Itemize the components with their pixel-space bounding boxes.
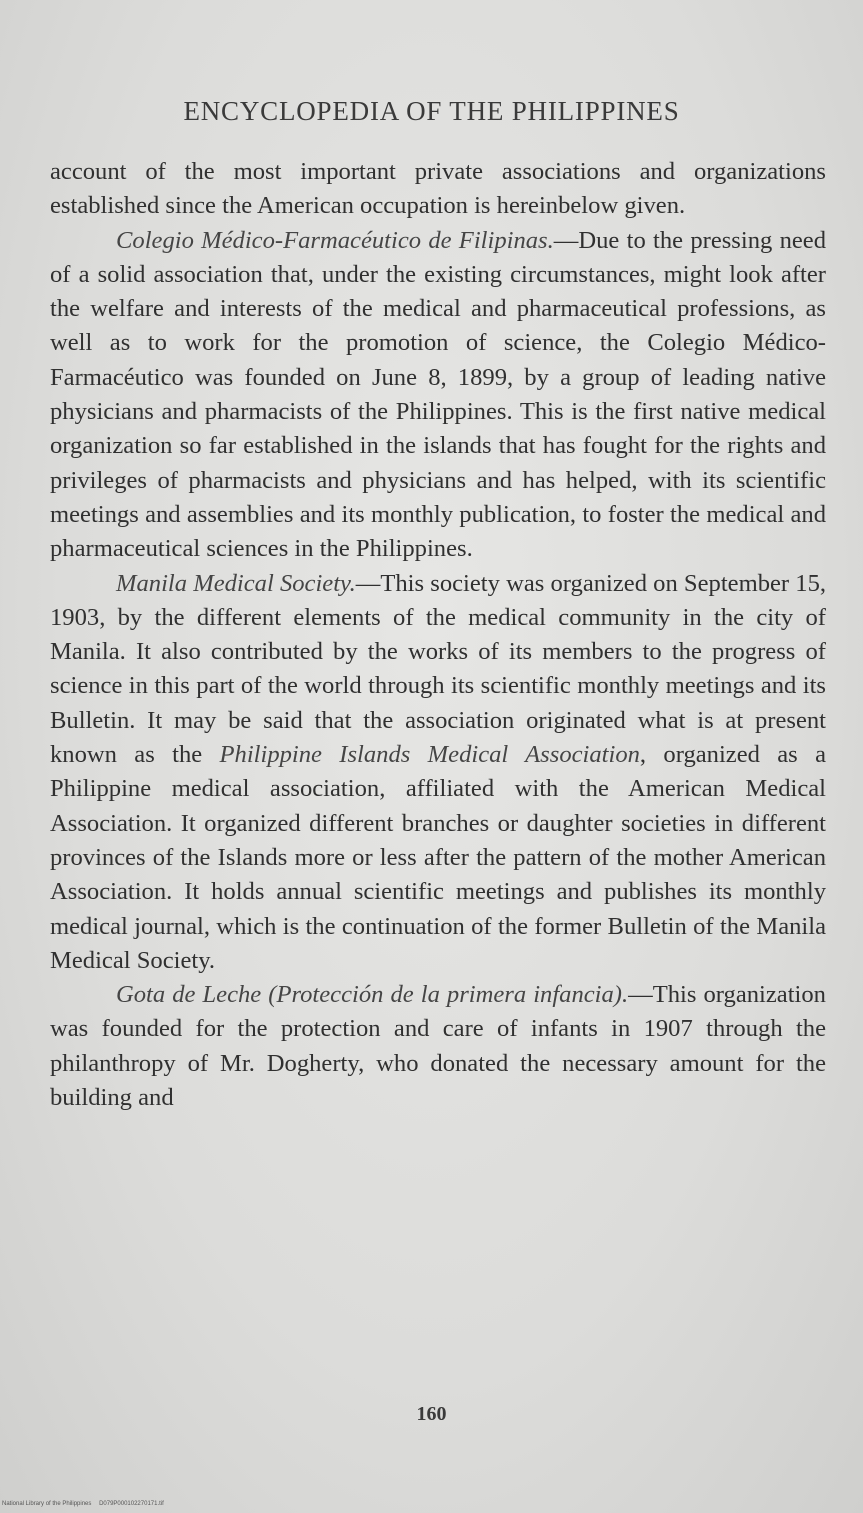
- scan-footer: [2, 1501, 164, 1507]
- section-title-manila-medical: Manila Medical Society.: [116, 569, 356, 597]
- paragraph-manila-medical-text-a: —This society was organized on September 15, 1903, by the different elements of the medical community in the city of Manila. It also contributed by the works of its members to the progress of science in this part of the world through its scientific monthly meetings and its Bulletin. It may be said that the association originated what is at present known as the: [50, 569, 827, 769]
- paragraph-colegio: [50, 224, 826, 567]
- section-title-colegio: Colegio Médico-Farmacéutico de Filipinas.: [116, 226, 554, 254]
- footer-id: D079P000102270171.tif: [99, 1501, 164, 1507]
- paragraph-intro: account of the most important private associations and organizations established since the American occupation is hereinbelow given.: [50, 158, 826, 220]
- paragraph-manila-medical: [50, 567, 826, 979]
- italic-association-name: Philippine Islands Medical Association: [219, 741, 640, 769]
- page-number: 160: [416, 1403, 447, 1425]
- paragraph-gota-de-leche: [50, 978, 826, 1115]
- body-text: [50, 155, 826, 1115]
- paragraph-manila-medical-text-b: , organized as a Philippine medical association, affiliated with the American Medical Association. It organized different branches or daughter societies in different provinces of the Islands more or less after the pattern of the mother American Association. It holds annual scientific meetings and publishes its monthly medical journal, which is the continuation of the former Bulletin of the Manila Medical Society.: [50, 741, 826, 974]
- footer-source: National Library of the Philippines: [2, 1501, 92, 1507]
- paragraph-gota-de-leche-text: —This organization was founded for the protection and care of infants in 1907 through the philanthropy of Mr. Dogherty, who donated the necessary amount for the building and: [50, 981, 826, 1112]
- paragraph-colegio-text: —Due to the pressing need of a solid association that, under the existing circumstances, might look after the welfare and interests of the medical and pharmaceutical professions, as well as to work for the promotion of science, the Colegio Médico-Farmacéutico was founded on June 8, 1899, by a group of leading native physicians and pharmacists of the Philippines. This is the first native medical organization so far established in the islands that has fought for the rights and privileges of pharmacists and physicians and has helped, with its scientific meetings and assemblies and its monthly publication, to foster the medical and pharmaceutical sciences in the Philippines.: [50, 226, 826, 563]
- section-title-gota-de-leche: Gota de Leche (Protección de la primera infancia).: [116, 981, 629, 1009]
- running-header: ENCYCLOPEDIA OF THE PHILIPPINES: [183, 96, 680, 126]
